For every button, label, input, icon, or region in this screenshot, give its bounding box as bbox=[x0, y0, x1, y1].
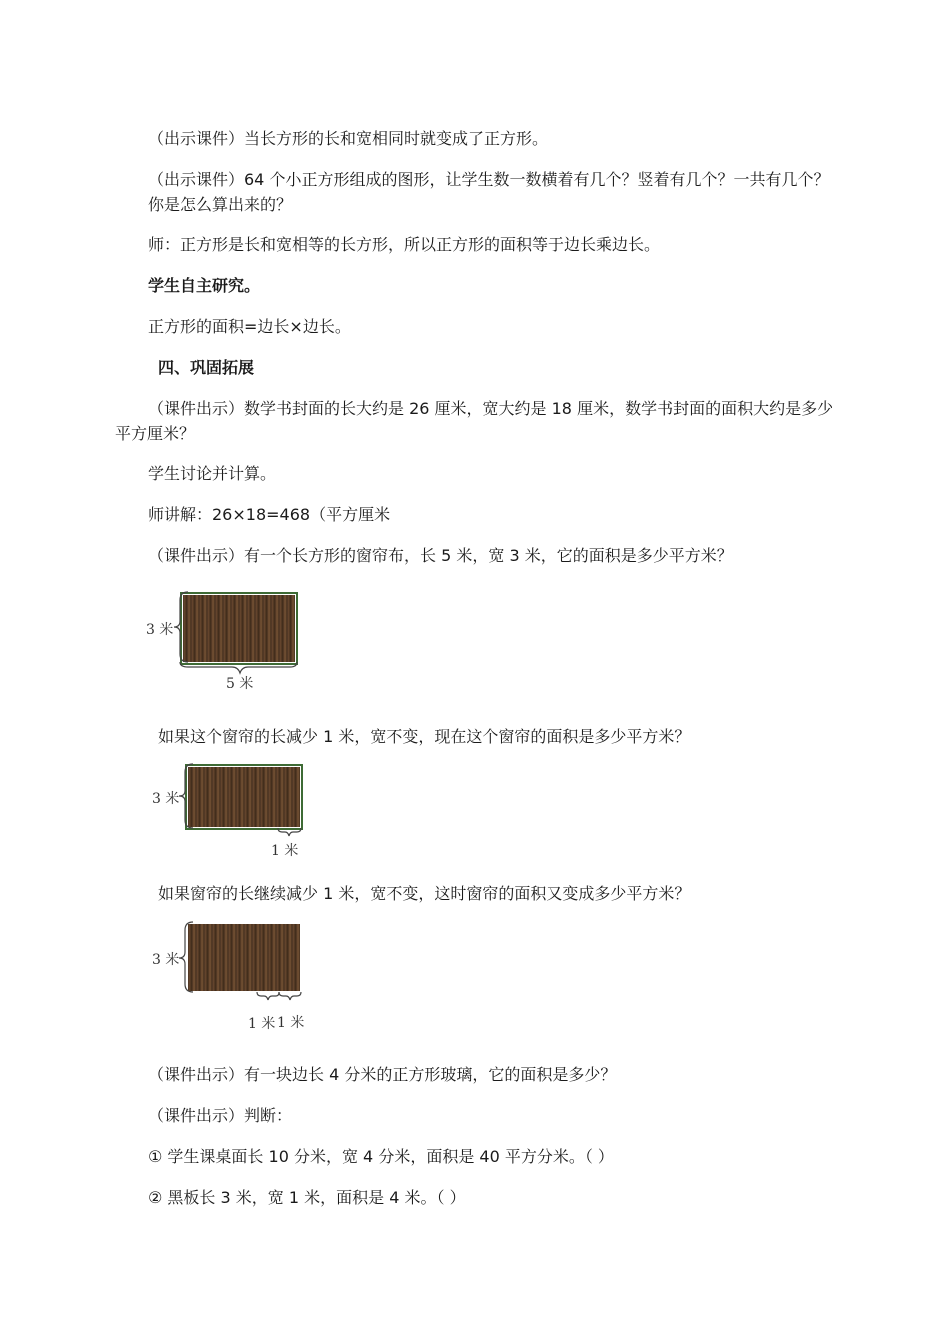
paragraph-curtain-shorten-2: 如果窗帘的长继续减少 1 米，宽不变，这时窗帘的面积又变成多少平方米？ bbox=[158, 884, 691, 903]
width-label: 3 米 bbox=[152, 791, 180, 807]
judge-item-2: ② 黑板长 3 米，宽 1 米，面积是 4 米。（ ） bbox=[148, 1188, 466, 1207]
cut-length-label-a: 1 米 bbox=[248, 1016, 276, 1032]
width-label: 3 米 bbox=[146, 622, 174, 638]
paragraph-1: （出示课件）当长方形的长和宽相同时就变成了正方形。 bbox=[148, 129, 549, 148]
paragraph-judge-heading: （课件出示）判断： bbox=[148, 1106, 293, 1125]
paragraph-teacher-explanation: 师讲解：26×18=468（平方厘米 bbox=[148, 505, 391, 524]
cut-length-label-b: 1 米 bbox=[277, 1015, 305, 1031]
paragraph-curtain-problem: （课件出示）有一个长方形的窗帘布，长 5 米，宽 3 米，它的面积是多少平方米？ bbox=[148, 546, 733, 565]
curtain-figure-3 bbox=[145, 918, 315, 1036]
brace-marks bbox=[140, 585, 310, 695]
paragraph-2: （出示课件）64 个小正方形组成的图形，让学生数一数横着有几个？竖着有几个？一共有几个？你是怎么算出来的？ bbox=[148, 170, 830, 214]
paragraph-glass-problem: （课件出示）有一块边长 4 分米的正方形玻璃，它的面积是多少？ bbox=[148, 1065, 617, 1084]
cut-length-label: 1 米 bbox=[271, 843, 299, 859]
curtain-figure-2 bbox=[145, 760, 315, 860]
curtain-figure-1 bbox=[140, 585, 310, 695]
paragraph-student-discussion: 学生讨论并计算。 bbox=[148, 464, 277, 483]
paragraph-book-cover-problem: （课件出示）数学书封面的长大约是 26 厘米，宽大约是 18 厘米，数学书封面的面积大约是多少平方厘米？ bbox=[115, 399, 834, 443]
paragraph-curtain-shorten-1: 如果这个窗帘的长减少 1 米，宽不变，现在这个窗帘的面积是多少平方米？ bbox=[158, 727, 691, 746]
judge-item-1: ① 学生课桌面长 10 分米，宽 4 分米，面积是 40 平方分米。（ ） bbox=[148, 1147, 614, 1166]
section-heading-consolidate: 四、巩固拓展 bbox=[158, 358, 255, 377]
paragraph-square-area-formula: 正方形的面积=边长×边长。 bbox=[148, 317, 351, 336]
length-label: 5 米 bbox=[226, 676, 254, 692]
width-label: 3 米 bbox=[152, 952, 180, 968]
paragraph-3: 师：正方形是长和宽相等的长方形，所以正方形的面积等于边长乘边长。 bbox=[148, 235, 661, 254]
section-heading-self-study: 学生自主研究。 bbox=[148, 276, 261, 295]
